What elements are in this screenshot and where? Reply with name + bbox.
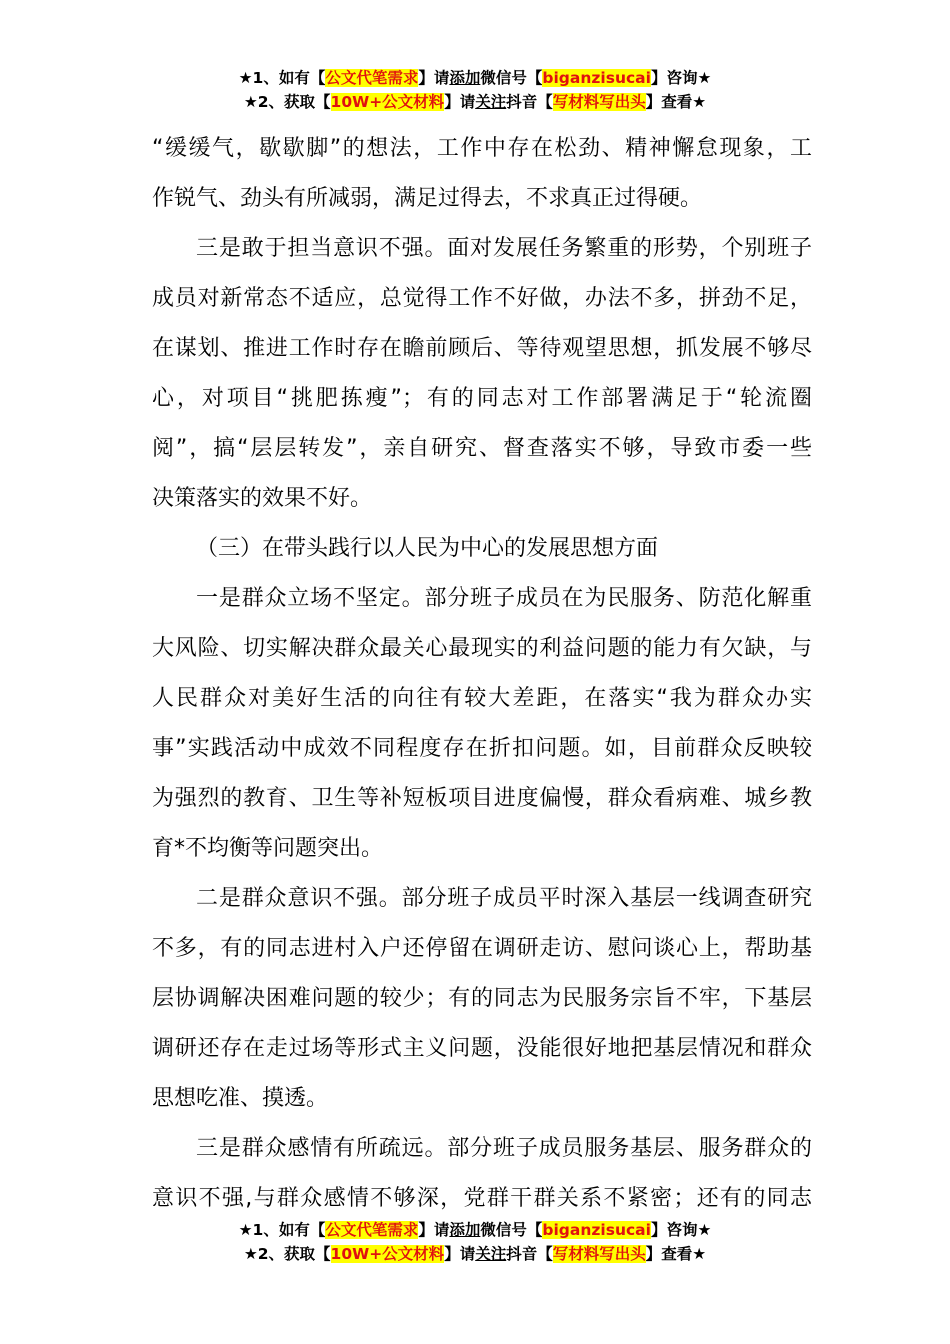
body-line: 在谋划、推进工作时存在瞻前顾后、等待观望思想，抓发展不够尽 [152, 336, 812, 361]
section-heading: （三）在带头践行以人民为中心的发展思想方面 [196, 536, 659, 561]
banner-text: 】查看★ [645, 93, 707, 111]
body-line: 一是群众立场不坚定。部分班子成员在为民服务、防范化解重 [196, 586, 812, 611]
body-line: 人民群众对美好生活的向往有较大差距，在落实“我为群众办实 [152, 686, 812, 711]
body-line: 层协调解决困难问题的较少；有的同志为民服务宗旨不牢，下基层 [152, 986, 812, 1011]
body-line: “缓缓气，歇歇脚”的想法，工作中存在松劲、精神懈怠现象，工 [152, 136, 812, 161]
banner-text: 】查看★ [645, 1245, 707, 1263]
document-body [152, 124, 812, 1224]
body-line: 意识不强,与群众感情不够深，党群干群关系不紧密；还有的同志 [152, 1186, 812, 1211]
banner-line-2 [0, 1242, 950, 1266]
banner-emphasis: 关注 [475, 93, 507, 111]
body-line: 成员对新常态不适应，总觉得工作不好做，办法不多，拼劲不足， [152, 286, 812, 311]
banner-text: 】请 [418, 1221, 450, 1239]
banner-text: 】请 [418, 69, 450, 87]
body-line: 三是敢于担当意识不强。面对发展任务繁重的形势，个别班子 [196, 236, 812, 261]
banner-text: 抖音【 [506, 1245, 553, 1263]
banner-line-2 [0, 90, 950, 114]
footer-banner [0, 1218, 950, 1266]
body-line: 不多，有的同志进村入户还停留在调研走访、慰问谈心上，帮助基 [152, 936, 812, 961]
banner-text: 】咨询★ [650, 1221, 712, 1239]
banner-text: 】请 [444, 93, 476, 111]
header-banner [0, 66, 950, 114]
body-line: 事”实践活动中成效不同程度存在折扣问题。如，目前群众反映较 [152, 736, 812, 761]
banner-line-1 [0, 1218, 950, 1242]
banner-emphasis: 添加 [449, 1221, 481, 1239]
body-line: 思想吃准、摸透。 [152, 1086, 329, 1111]
banner-text: ★2、获取【 [243, 1245, 331, 1263]
body-line: 育*不均衡等问题突出。 [152, 836, 384, 861]
banner-text: 】请 [444, 1245, 476, 1263]
banner-highlight: 写材料写出头 [552, 1245, 646, 1263]
banner-line-1 [0, 66, 950, 90]
banner-text: ★1、如有【 [238, 1221, 326, 1239]
banner-text: 微信号【 [480, 1221, 543, 1239]
banner-highlight: 10W+公文材料 [330, 93, 445, 111]
body-line: 心，对项目“挑肥拣瘦”；有的同志对工作部署满足于“轮流圈 [152, 386, 812, 411]
banner-highlight: 10W+公文材料 [330, 1245, 445, 1263]
body-line: 阅”，搞“层层转发”，亲自研究、督查落实不够，导致市委一些 [152, 436, 812, 461]
body-line: 三是群众感情有所疏远。部分班子成员服务基层、服务群众的 [196, 1136, 812, 1161]
banner-highlight: biganzisucai [542, 1221, 651, 1239]
banner-highlight: 写材料写出头 [552, 93, 646, 111]
banner-text: 抖音【 [506, 93, 553, 111]
banner-highlight: 公文代笔需求 [325, 1221, 419, 1239]
banner-text: 微信号【 [480, 69, 543, 87]
banner-highlight: biganzisucai [542, 69, 651, 87]
banner-text: 】咨询★ [650, 69, 712, 87]
body-line: 作锐气、劲头有所减弱，满足过得去，不求真正过得硬。 [152, 186, 703, 211]
banner-emphasis: 添加 [449, 69, 481, 87]
body-line: 决策落实的效果不好。 [152, 486, 373, 511]
banner-highlight: 公文代笔需求 [325, 69, 419, 87]
body-line: 调研还存在走过场等形式主义问题，没能很好地把基层情况和群众 [152, 1036, 812, 1061]
body-line: 大风险、切实解决群众最关心最现实的利益问题的能力有欠缺，与 [152, 636, 812, 661]
body-line: 二是群众意识不强。部分班子成员平时深入基层一线调查研究 [196, 886, 812, 911]
body-line: 为强烈的教育、卫生等补短板项目进度偏慢，群众看病难、城乡教 [152, 786, 812, 811]
banner-emphasis: 关注 [475, 1245, 507, 1263]
banner-text: ★1、如有【 [238, 69, 326, 87]
banner-text: ★2、获取【 [243, 93, 331, 111]
